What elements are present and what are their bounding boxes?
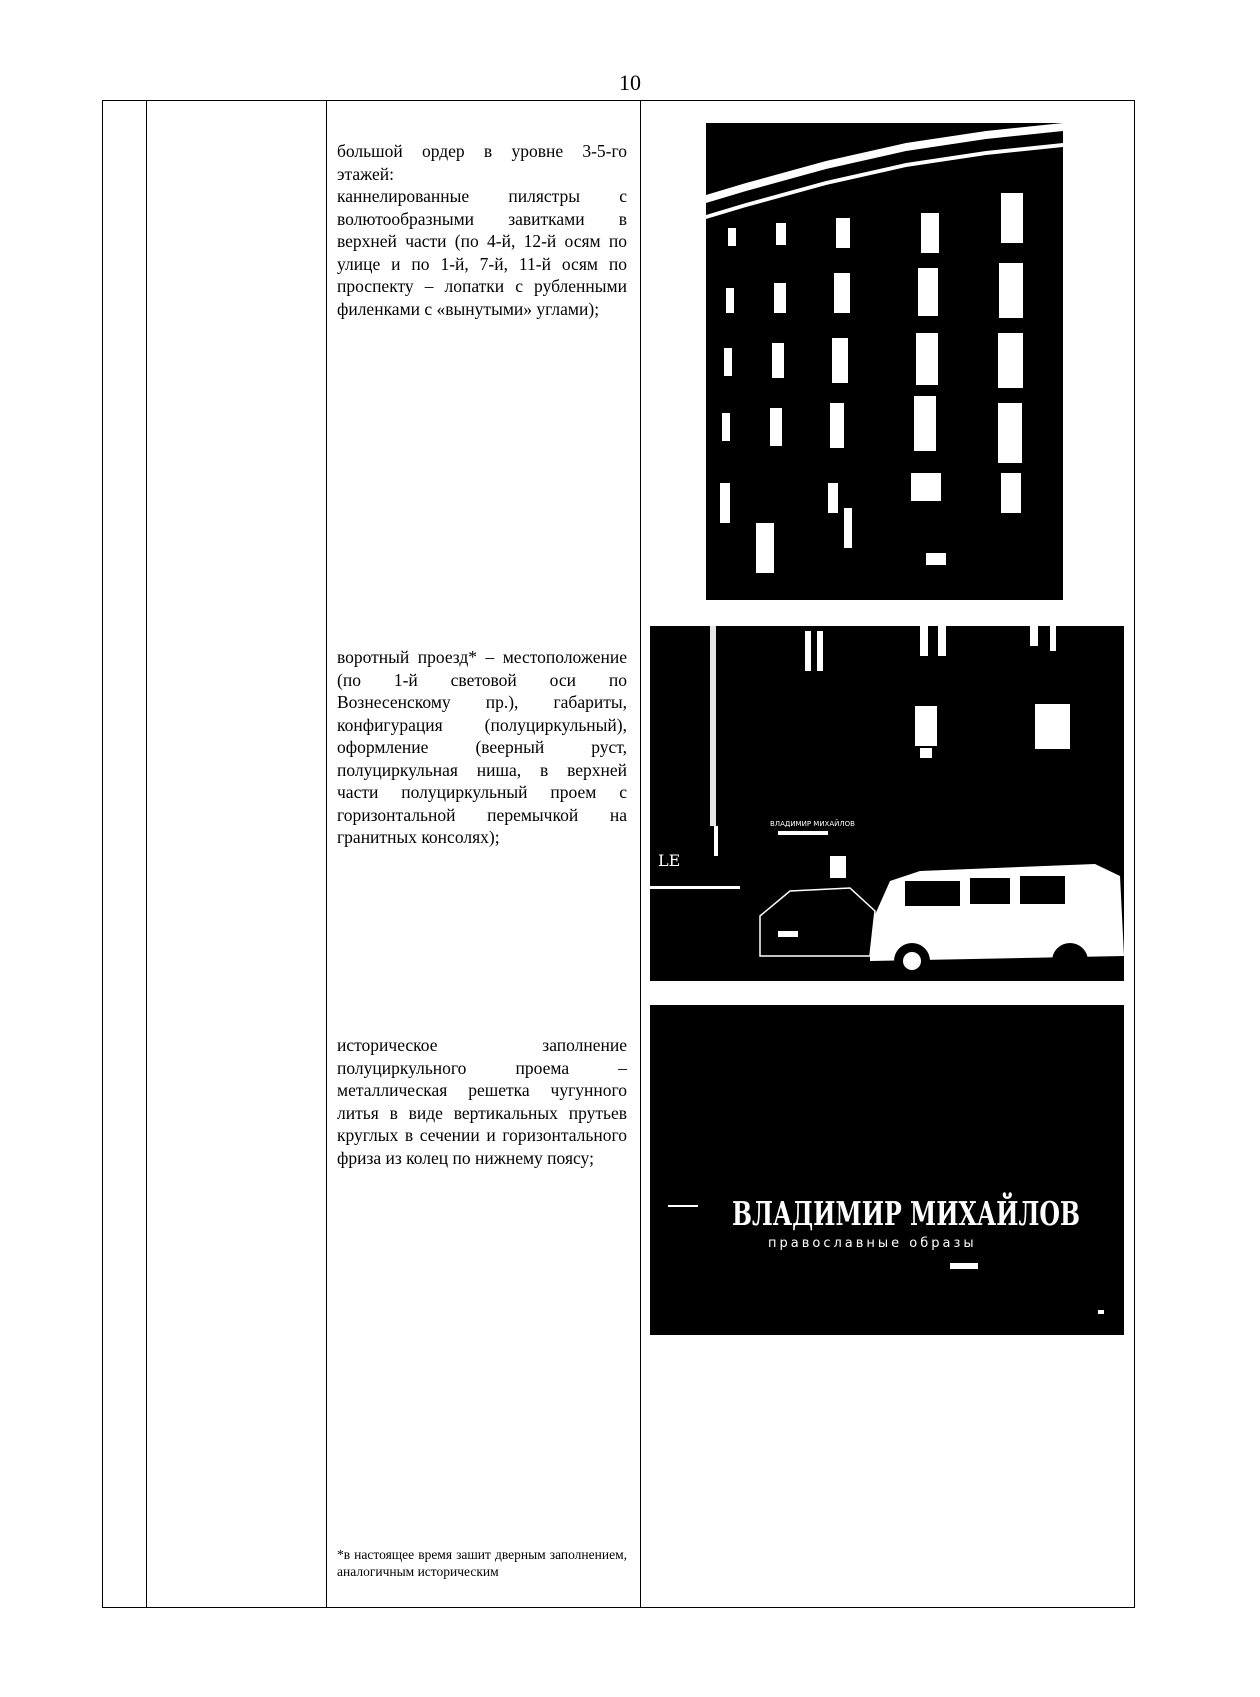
cell-fill-text: [337, 1034, 627, 1169]
column-divider-1: [146, 101, 147, 1607]
order-line-2: каннелированные пилястры с волютообразными завитками в верхней части (по 4-й, 12-й осям по улице и по 1-й, 7-й, 11-й осям по проспекту – лопатки с рубленными филенками с «вынутыми» углами);: [337, 186, 627, 319]
page-number: 10: [619, 70, 641, 95]
cell-gate-text: [337, 646, 627, 849]
footnote-text: *в настоящее время зашит дверным заполнением, аналогичным историческим: [337, 1547, 627, 1579]
gate-sign-small: ВЛАДИМИР МИХАЙЛОВ: [770, 820, 855, 828]
gate-image: [650, 626, 1124, 981]
facade-photo: [706, 123, 1063, 600]
gate-photo: [650, 626, 1124, 981]
footnote: [337, 1546, 627, 1580]
sign-image: [650, 1005, 1218, 1335]
sign-photo: [650, 1005, 1218, 1335]
fill-text: историческое заполнение полуциркульного проема – металлическая решетка чугунного литья в виде вертикальных прутьев круглых в сечении и горизонтального фриза из колец по нижнему поясу;: [337, 1035, 627, 1168]
sign-subtitle: православные образы: [768, 1236, 977, 1251]
order-line-1: большой ордер в уровне 3-5-го этажей:: [337, 141, 627, 184]
gate-text: воротный проезд* – местоположение (по 1-й световой оси по Вознесенскому пр.), габариты, конфигурация (полуциркульный), оформление (веерный руст, полуциркульная ниша, в верхней части полуциркульный проем с горизонтальной перемычкой на гранитных консолях);: [337, 647, 627, 847]
column-divider-2: [326, 101, 327, 1607]
facade-image: [706, 123, 1063, 600]
cell-order-text: [337, 140, 627, 320]
column-divider-3: [640, 101, 641, 1607]
gate-letters: LE: [658, 851, 681, 870]
sign-title: ВЛАДИМИР МИХАЙЛОВ: [732, 1194, 1218, 1233]
